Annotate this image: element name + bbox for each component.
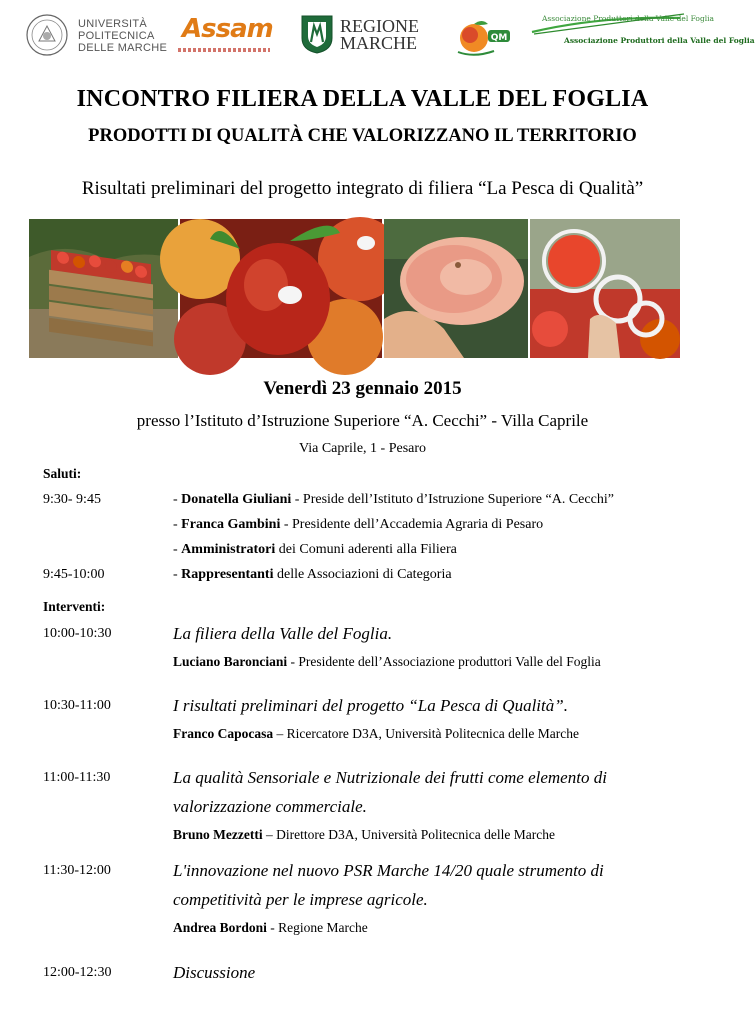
saluti-time: 9:45-10:00: [43, 567, 105, 582]
regione-marche-logo: [300, 14, 426, 58]
event-address: Via Caprile, 1 - Pesaro: [298, 441, 427, 456]
photo-flat-peach-in-hand: [384, 219, 528, 358]
photo-peaches-qm-label: [180, 219, 382, 358]
talk-time: 10:30-11:00: [43, 698, 111, 713]
university-seal-icon: [26, 14, 68, 56]
associazione-tagline: Associazione Produttori della Valle del Foglia: [564, 36, 755, 45]
talk-title: I risultati preliminari del progetto “La Pesca di Qualità”.: [173, 696, 568, 715]
saluti-speaker: Franca Gambini: [181, 517, 281, 532]
talk-speaker: Andrea Bordoni - Regione Marche: [173, 920, 368, 935]
page-subtitle: PRODOTTI DI QUALITÀ CHE VALORIZZANO IL TERRITORIO: [88, 126, 637, 146]
talk-title-continued: valorizzazione commerciale.: [173, 797, 367, 816]
pesca-qm-logo: [454, 18, 512, 58]
talk-time: 11:30-12:00: [43, 863, 111, 878]
talk-speaker: Luciano Baronciani - Presidente dell’Associazione produttori Valle del Foglia: [173, 654, 601, 669]
associazione-name: Associazione Produttori della Valle del Foglia: [542, 14, 715, 23]
assam-tagline-strip: [178, 48, 270, 52]
event-date: Venerdì 23 gennaio 2015: [263, 378, 462, 399]
talk-title: L'innovazione nel nuovo PSR Marche 14/20 quale strumento di: [173, 861, 604, 880]
saluti-row: - Donatella Giuliani - Preside dell’Istituto d’Istruzione Superiore “A. Cecchi”: [173, 492, 614, 507]
assam-wordmark: Assam: [182, 14, 273, 44]
saluti-speaker: Amministratori: [181, 542, 276, 557]
assam-logo: [178, 14, 273, 58]
univpm-name: UNIVERSITÀ POLITECNICA DELLE MARCHE: [78, 18, 168, 54]
saluti-speaker: Donatella Giuliani: [181, 492, 292, 507]
talk-speaker: Bruno Mezzetti – Direttore D3A, Università Politecnica delle Marche: [173, 827, 555, 842]
talk-title: La qualità Sensoriale e Nutrizionale dei frutti come elemento di: [173, 768, 607, 787]
univpm-logo: [26, 12, 176, 60]
talk-speaker: Franco Capocasa – Ricercatore D3A, Università Politecnica delle Marche: [173, 726, 580, 741]
saluti-heading: Saluti:: [43, 466, 82, 481]
talk-time: 12:00-12:30: [43, 965, 112, 980]
saluti-row: - Amministratori dei Comuni aderenti alla Filiera: [173, 542, 457, 557]
page-title: INCONTRO FILIERA DELLA VALLE DEL FOGLIA: [76, 86, 649, 112]
interventi-heading: Interventi:: [43, 599, 106, 614]
regione-shield-icon: [300, 14, 334, 54]
saluti-row: - Franca Gambini - Presidente dell’Accademia Agraria di Pesaro: [173, 517, 544, 532]
saluti-row: - Rappresentanti delle Associazioni di Categoria: [173, 567, 452, 582]
photo-peach-sizing-ring: [530, 219, 680, 358]
talk-title: La filiera della Valle del Foglia.: [173, 624, 393, 643]
associazione-produttori-logo: [530, 12, 755, 52]
talk-time: 10:00-10:30: [43, 626, 112, 641]
qm-badge-text: QM: [490, 33, 508, 43]
saluti-time: 9:30- 9:45: [43, 492, 101, 507]
talk-title: Discussione: [173, 963, 256, 982]
peach-qm-icon: [454, 18, 512, 58]
saluti-speaker: Rappresentanti: [181, 567, 274, 582]
photo-peach-crates: [29, 219, 178, 358]
event-venue: presso l’Istituto d’Istruzione Superiore “A. Cecchi” - Villa Caprile: [136, 411, 589, 430]
talk-title-continued: competitività per le imprese agricole.: [173, 890, 428, 909]
regione-name: REGIONE MARCHE: [340, 16, 419, 53]
project-intro: Risultati preliminari del progetto integrato di filiera “La Pesca di Qualità”: [81, 178, 644, 199]
talk-time: 11:00-11:30: [43, 770, 111, 785]
